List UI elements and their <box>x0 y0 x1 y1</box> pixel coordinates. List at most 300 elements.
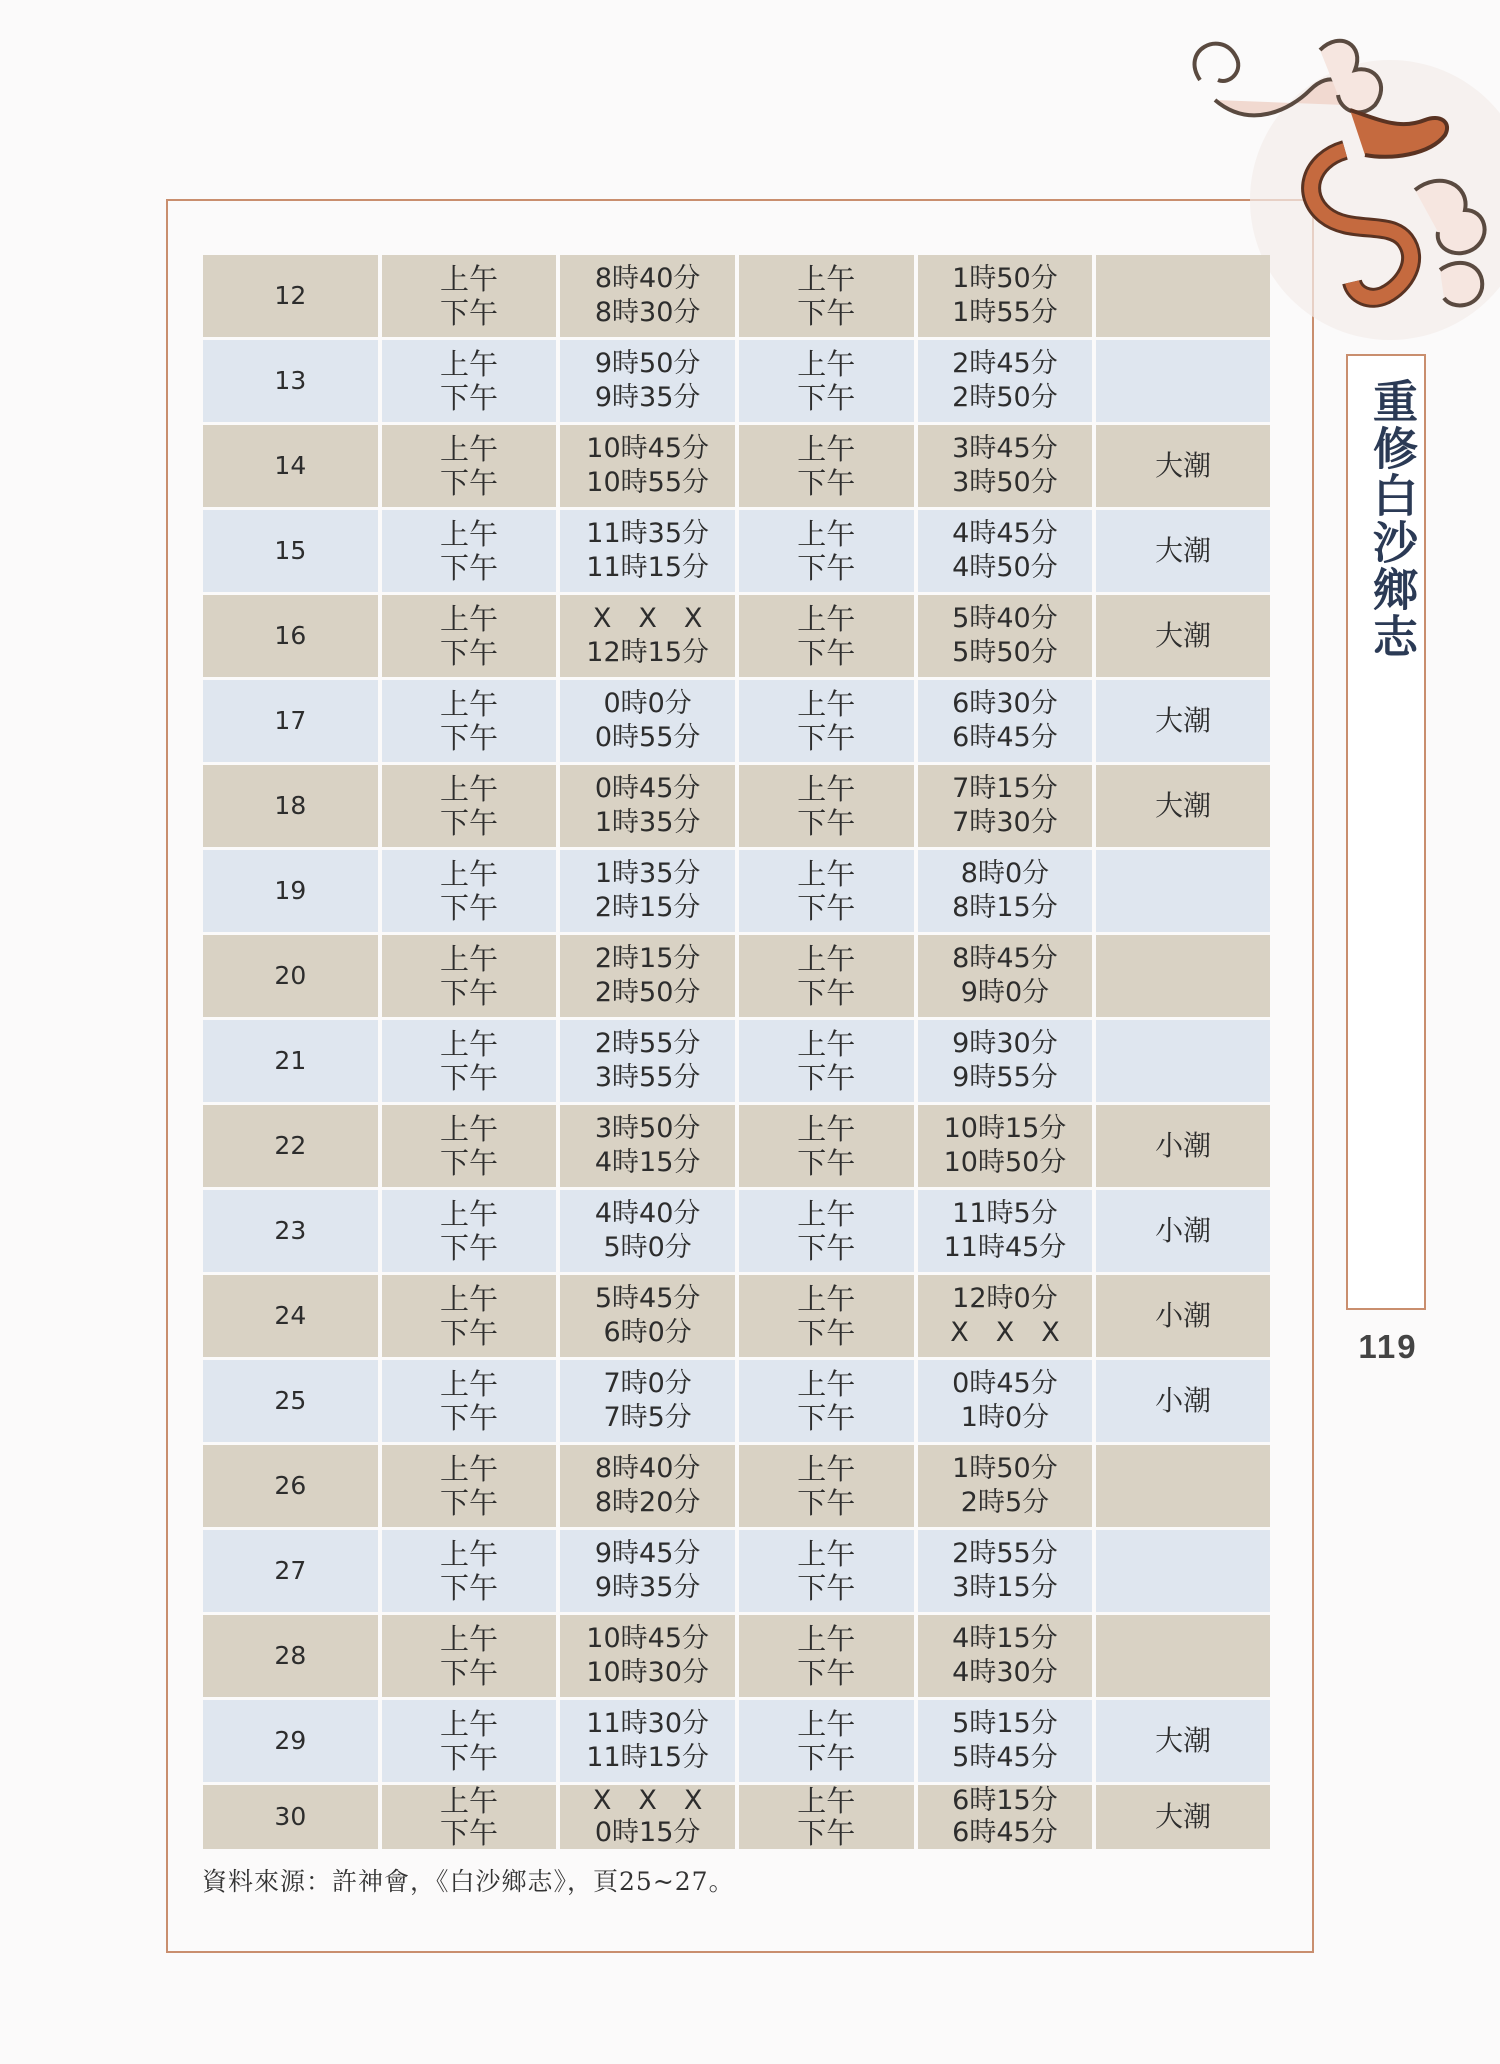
cell-text: 5時45分 <box>594 1283 701 1314</box>
tide-note-cell <box>1096 1020 1270 1102</box>
cell-text: 5時40分 <box>952 603 1058 634</box>
table-row <box>203 1700 1270 1782</box>
tide-note-cell <box>1096 1530 1270 1612</box>
cell-text: 11時5分 <box>952 1198 1058 1229</box>
cell-text: 上午 <box>797 772 856 806</box>
cell-text: 9時35分 <box>594 382 701 413</box>
cell-text: 10時55分 <box>586 467 709 498</box>
high-tide-time-cell <box>560 1700 735 1782</box>
cell-text: 11時35分 <box>586 518 709 549</box>
low-tide-time-cell <box>918 850 1093 932</box>
low-tide-time-cell <box>918 1530 1093 1612</box>
cell-text: 下午 <box>439 721 498 755</box>
cell-text: 10時15分 <box>943 1113 1067 1144</box>
cell-text: 7時15分 <box>952 773 1058 804</box>
cell-text: 下午 <box>439 1816 498 1850</box>
cell-text: 上午 <box>797 602 856 636</box>
ampm-cell <box>739 595 914 677</box>
cell-text: 下午 <box>797 1316 856 1350</box>
ampm-cell <box>739 1785 914 1849</box>
cell-text: 18 <box>274 791 307 820</box>
day-cell <box>203 1785 378 1849</box>
cell-text: 20 <box>274 961 307 990</box>
cell-text: 上午 <box>797 347 856 381</box>
cell-text: 2時50分 <box>594 977 701 1008</box>
high-tide-time-cell <box>560 1785 735 1849</box>
table-row <box>203 1360 1270 1442</box>
cell-text: 上午 <box>439 1452 498 1486</box>
cell-text: 11時45分 <box>943 1232 1067 1263</box>
ampm-cell <box>739 425 914 507</box>
cell-text: 下午 <box>439 976 498 1010</box>
cell-text: 上午 <box>439 1784 498 1818</box>
cell-text: 上午 <box>439 1197 498 1231</box>
table-row <box>203 510 1270 592</box>
day-cell <box>203 595 378 677</box>
cell-text: 上午 <box>797 262 856 296</box>
cell-text: 上午 <box>797 942 856 976</box>
cell-text: 25 <box>274 1386 307 1415</box>
cell-text: 下午 <box>797 721 856 755</box>
ampm-cell <box>382 1360 557 1442</box>
cell-text: 上午 <box>797 687 856 721</box>
tide-note-cell <box>1096 1360 1270 1442</box>
cell-text: 下午 <box>439 806 498 840</box>
high-tide-time-cell <box>560 1190 735 1272</box>
cell-text: 9時45分 <box>594 1538 701 1569</box>
cell-text: 下午 <box>797 1146 856 1180</box>
cell-text: 3時50分 <box>594 1113 701 1144</box>
tide-note-cell <box>1096 595 1270 677</box>
cell-text: 6時0分 <box>603 1317 692 1348</box>
cell-text: 7時0分 <box>603 1368 692 1399</box>
cell-text: 下午 <box>439 1656 498 1690</box>
low-tide-time-cell <box>918 1105 1093 1187</box>
cell-text: 大潮 <box>1155 1724 1212 1757</box>
low-tide-time-cell <box>918 935 1093 1017</box>
cell-text: 8時0分 <box>960 858 1050 889</box>
cell-text: 13 <box>274 366 307 395</box>
cell-text: 0時45分 <box>594 773 701 804</box>
cell-text: 4時40分 <box>594 1198 701 1229</box>
cell-text: 下午 <box>797 551 856 585</box>
table-row <box>203 1190 1270 1272</box>
tide-note-cell <box>1096 1105 1270 1187</box>
source-citation: 資料來源：許神會，《白沙鄉志》，頁25~27。 <box>202 1867 735 1896</box>
cell-text: 下午 <box>797 1741 856 1775</box>
low-tide-time-cell <box>918 255 1093 337</box>
cell-text: X X X <box>592 1785 703 1816</box>
cell-text: 2時55分 <box>594 1028 701 1059</box>
cell-text: 下午 <box>439 1401 498 1435</box>
day-cell <box>203 255 378 337</box>
cell-text: 下午 <box>439 466 498 500</box>
cell-text: 下午 <box>439 381 498 415</box>
table-row <box>203 1275 1270 1357</box>
cell-text: 下午 <box>797 296 856 330</box>
ampm-cell <box>739 1445 914 1527</box>
cell-text: 3時50分 <box>952 467 1058 498</box>
cell-text: 11時30分 <box>586 1708 709 1739</box>
day-cell <box>203 510 378 592</box>
ampm-cell <box>382 1020 557 1102</box>
ampm-cell <box>382 595 557 677</box>
tide-note-cell <box>1096 935 1270 1017</box>
ampm-cell <box>382 680 557 762</box>
ampm-cell <box>382 850 557 932</box>
cell-text: 上午 <box>439 347 498 381</box>
cell-text: 8時40分 <box>594 263 701 294</box>
cell-text: 上午 <box>797 432 856 466</box>
low-tide-time-cell <box>918 1360 1093 1442</box>
tide-note-cell <box>1096 1275 1270 1357</box>
cell-text: 6時15分 <box>952 1785 1058 1816</box>
high-tide-time-cell <box>560 255 735 337</box>
cell-text: 下午 <box>439 1571 498 1605</box>
ampm-cell <box>739 510 914 592</box>
low-tide-time-cell <box>918 1785 1093 1849</box>
ampm-cell <box>382 765 557 847</box>
ampm-cell <box>382 1530 557 1612</box>
cell-text: 上午 <box>439 1112 498 1146</box>
cell-text: 4時50分 <box>952 552 1058 583</box>
cell-text: 27 <box>274 1556 307 1585</box>
high-tide-time-cell <box>560 1020 735 1102</box>
cell-text: 大潮 <box>1155 619 1212 652</box>
cell-text: 9時55分 <box>952 1062 1058 1093</box>
cell-text: 上午 <box>439 857 498 891</box>
cell-text: 上午 <box>439 1707 498 1741</box>
cell-text: X X X <box>950 1317 1060 1348</box>
day-cell <box>203 765 378 847</box>
tide-note-cell <box>1096 1190 1270 1272</box>
cell-text: 6時30分 <box>952 688 1058 719</box>
cell-text: 下午 <box>439 1061 498 1095</box>
cell-text: 8時45分 <box>952 943 1058 974</box>
cell-text: 26 <box>274 1471 307 1500</box>
cell-text: 4時15分 <box>594 1147 701 1178</box>
ampm-cell <box>382 1105 557 1187</box>
high-tide-time-cell <box>560 680 735 762</box>
cell-text: 14 <box>274 451 307 480</box>
cell-text: 15 <box>274 536 307 565</box>
day-cell <box>203 935 378 1017</box>
ampm-cell <box>739 680 914 762</box>
ampm-cell <box>739 1700 914 1782</box>
cell-text: 2時55分 <box>952 1538 1058 1569</box>
page-number: 119 <box>1358 1328 1418 1365</box>
cell-text: 12時15分 <box>586 637 709 668</box>
cell-text: 下午 <box>797 1656 856 1690</box>
cell-text: 9時50分 <box>594 348 701 379</box>
cell-text: 大潮 <box>1155 449 1212 482</box>
table-row <box>203 255 1270 337</box>
cell-text: 0時0分 <box>603 688 692 719</box>
cell-text: 19 <box>274 876 307 905</box>
high-tide-time-cell <box>560 1105 735 1187</box>
ampm-cell <box>739 1530 914 1612</box>
table-row <box>203 850 1270 932</box>
cell-text: 24 <box>274 1301 307 1330</box>
ampm-cell <box>739 1360 914 1442</box>
cell-text: 上午 <box>797 1112 856 1146</box>
cell-text: 8時20分 <box>594 1487 701 1518</box>
cell-text: 大潮 <box>1155 789 1212 822</box>
table-row <box>203 425 1270 507</box>
cell-text: 6時45分 <box>952 722 1058 753</box>
cell-text: 小潮 <box>1155 1129 1212 1162</box>
cell-text: 下午 <box>797 891 856 925</box>
cell-text: 下午 <box>797 1401 856 1435</box>
cell-text: 下午 <box>797 381 856 415</box>
cell-text: 上午 <box>439 432 498 466</box>
cell-text: 下午 <box>797 806 856 840</box>
cell-text: 1時55分 <box>952 297 1058 328</box>
cell-text: 下午 <box>797 976 856 1010</box>
cell-text: 上午 <box>797 1707 856 1741</box>
ampm-cell <box>739 765 914 847</box>
cell-text: 上午 <box>439 942 498 976</box>
day-cell <box>203 850 378 932</box>
table-row <box>203 765 1270 847</box>
cell-text: 下午 <box>439 296 498 330</box>
ampm-cell <box>382 935 557 1017</box>
cell-text: 8時40分 <box>594 1453 701 1484</box>
cell-text: 5時0分 <box>603 1232 692 1263</box>
cell-text: 8時15分 <box>952 892 1058 923</box>
day-cell <box>203 1530 378 1612</box>
cell-text: 下午 <box>797 1061 856 1095</box>
cell-text: 下午 <box>797 1231 856 1265</box>
day-cell <box>203 1190 378 1272</box>
table-row <box>203 1445 1270 1527</box>
cell-text: 下午 <box>439 551 498 585</box>
cell-text: 上午 <box>439 772 498 806</box>
low-tide-time-cell <box>918 425 1093 507</box>
ampm-cell <box>382 1700 557 1782</box>
cell-text: 22 <box>274 1131 307 1160</box>
tide-note-cell <box>1096 1785 1270 1849</box>
side-title-box <box>1346 354 1426 1310</box>
ampm-cell <box>382 255 557 337</box>
cell-text: 30 <box>274 1802 307 1831</box>
tide-note-cell <box>1096 680 1270 762</box>
ampm-cell <box>382 1275 557 1357</box>
ampm-cell <box>382 340 557 422</box>
high-tide-time-cell <box>560 595 735 677</box>
cell-text: 8時30分 <box>594 297 701 328</box>
cell-text: 11時15分 <box>586 1742 709 1773</box>
cell-text: 5時15分 <box>952 1708 1058 1739</box>
high-tide-time-cell <box>560 340 735 422</box>
day-cell <box>203 340 378 422</box>
cell-text: 12 <box>274 281 307 310</box>
table-row <box>203 595 1270 677</box>
ampm-cell <box>739 1105 914 1187</box>
day-cell <box>203 1360 378 1442</box>
cell-text: 上午 <box>439 1027 498 1061</box>
cell-text: 上午 <box>797 1452 856 1486</box>
high-tide-time-cell <box>560 510 735 592</box>
high-tide-time-cell <box>560 850 735 932</box>
cell-text: 上午 <box>439 262 498 296</box>
cell-text: 21 <box>274 1046 307 1075</box>
cell-text: 小潮 <box>1155 1299 1212 1332</box>
low-tide-time-cell <box>918 595 1093 677</box>
ampm-cell <box>739 255 914 337</box>
cell-text: 上午 <box>439 517 498 551</box>
cell-text: 1時0分 <box>960 1402 1050 1433</box>
cell-text: 上午 <box>797 1622 856 1656</box>
ampm-cell <box>382 1785 557 1849</box>
tide-note-cell <box>1096 1615 1270 1697</box>
cell-text: 9時0分 <box>960 977 1050 1008</box>
high-tide-time-cell <box>560 1615 735 1697</box>
high-tide-time-cell <box>560 1360 735 1442</box>
cell-text: 下午 <box>439 636 498 670</box>
cell-text: 2時15分 <box>594 892 701 923</box>
cell-text: 2時5分 <box>960 1487 1050 1518</box>
cell-text: 小潮 <box>1155 1214 1212 1247</box>
cell-text: 上午 <box>439 1537 498 1571</box>
cell-text: 28 <box>274 1641 307 1670</box>
day-cell <box>203 425 378 507</box>
low-tide-time-cell <box>918 1445 1093 1527</box>
cell-text: 大潮 <box>1155 534 1212 567</box>
cell-text: 下午 <box>797 1571 856 1605</box>
cell-text: 0時55分 <box>594 722 701 753</box>
cell-text: 5時45分 <box>952 1742 1058 1773</box>
cell-text: 下午 <box>797 636 856 670</box>
cell-text: 上午 <box>797 857 856 891</box>
cell-text: 1時50分 <box>952 1453 1058 1484</box>
table-row <box>203 1615 1270 1697</box>
low-tide-time-cell <box>918 1700 1093 1782</box>
cell-text: 上午 <box>439 602 498 636</box>
low-tide-time-cell <box>918 1615 1093 1697</box>
ampm-cell <box>382 1445 557 1527</box>
table-row <box>203 680 1270 762</box>
low-tide-time-cell <box>918 680 1093 762</box>
table-row <box>203 1020 1270 1102</box>
ampm-cell <box>739 850 914 932</box>
cell-text: 9時30分 <box>952 1028 1058 1059</box>
cell-text: 3時55分 <box>594 1062 701 1093</box>
cell-text: 下午 <box>439 1316 498 1350</box>
high-tide-time-cell <box>560 1530 735 1612</box>
tide-note-cell <box>1096 340 1270 422</box>
cell-text: 上午 <box>797 1367 856 1401</box>
cell-text: 下午 <box>439 1486 498 1520</box>
low-tide-time-cell <box>918 510 1093 592</box>
cell-text: 6時45分 <box>952 1817 1058 1848</box>
cell-text: 10時50分 <box>943 1147 1067 1178</box>
cell-text: 2時45分 <box>952 348 1058 379</box>
cell-text: 上午 <box>439 1282 498 1316</box>
cell-text: 3時15分 <box>952 1572 1058 1603</box>
cell-text: 下午 <box>439 1146 498 1180</box>
cell-text: 10時30分 <box>586 1657 709 1688</box>
high-tide-time-cell <box>560 1445 735 1527</box>
ampm-cell <box>739 1615 914 1697</box>
cell-text: 0時15分 <box>594 1817 701 1848</box>
ampm-cell <box>382 510 557 592</box>
cell-text: 10時45分 <box>586 433 709 464</box>
ampm-cell <box>382 1615 557 1697</box>
ampm-cell <box>739 1275 914 1357</box>
low-tide-time-cell <box>918 1020 1093 1102</box>
high-tide-time-cell <box>560 765 735 847</box>
cell-text: 3時45分 <box>952 433 1058 464</box>
ampm-cell <box>739 340 914 422</box>
cell-text: 下午 <box>797 1486 856 1520</box>
table-row <box>203 935 1270 1017</box>
cell-text: 大潮 <box>1155 1800 1212 1833</box>
cell-text: 12時0分 <box>952 1283 1058 1314</box>
tide-note-cell <box>1096 510 1270 592</box>
cell-text: X X X <box>592 603 703 634</box>
cell-text: 17 <box>274 706 307 735</box>
ampm-cell <box>382 425 557 507</box>
day-cell <box>203 1445 378 1527</box>
tide-table <box>199 252 1274 1852</box>
cell-text: 4時45分 <box>952 518 1058 549</box>
cell-text: 下午 <box>439 1231 498 1265</box>
ampm-cell <box>739 1190 914 1272</box>
low-tide-time-cell <box>918 765 1093 847</box>
cell-text: 16 <box>274 621 307 650</box>
table-row <box>203 1530 1270 1612</box>
high-tide-time-cell <box>560 935 735 1017</box>
day-cell <box>203 1020 378 1102</box>
cell-text: 0時45分 <box>952 1368 1058 1399</box>
cell-text: 11時15分 <box>586 552 709 583</box>
cell-text: 小潮 <box>1155 1384 1212 1417</box>
book-title: 重修白沙鄉志 <box>1365 378 1418 660</box>
ampm-cell <box>382 1190 557 1272</box>
cell-text: 7時5分 <box>603 1402 692 1433</box>
cell-text: 上午 <box>797 1027 856 1061</box>
cell-text: 1時35分 <box>594 807 701 838</box>
low-tide-time-cell <box>918 340 1093 422</box>
tide-note-cell <box>1096 1700 1270 1782</box>
cell-text: 下午 <box>439 891 498 925</box>
cell-text: 上午 <box>797 1282 856 1316</box>
cell-text: 4時30分 <box>952 1657 1058 1688</box>
cell-text: 7時30分 <box>952 807 1058 838</box>
cell-text: 下午 <box>797 466 856 500</box>
table-row <box>203 340 1270 422</box>
cell-text: 上午 <box>439 687 498 721</box>
tide-note-cell <box>1096 850 1270 932</box>
tide-note-cell <box>1096 1445 1270 1527</box>
cell-text: 1時35分 <box>594 858 701 889</box>
cell-text: 上午 <box>439 1622 498 1656</box>
cell-text: 9時35分 <box>594 1572 701 1603</box>
day-cell <box>203 1615 378 1697</box>
cell-text: 上午 <box>797 1537 856 1571</box>
day-cell <box>203 1700 378 1782</box>
ampm-cell <box>739 935 914 1017</box>
day-cell <box>203 1275 378 1357</box>
day-cell <box>203 1105 378 1187</box>
cell-text: 10時45分 <box>586 1623 709 1654</box>
cell-text: 2時50分 <box>952 382 1058 413</box>
cell-text: 29 <box>274 1726 307 1755</box>
table-row <box>203 1105 1270 1187</box>
cell-text: 上午 <box>797 1784 856 1818</box>
cell-text: 4時15分 <box>952 1623 1058 1654</box>
